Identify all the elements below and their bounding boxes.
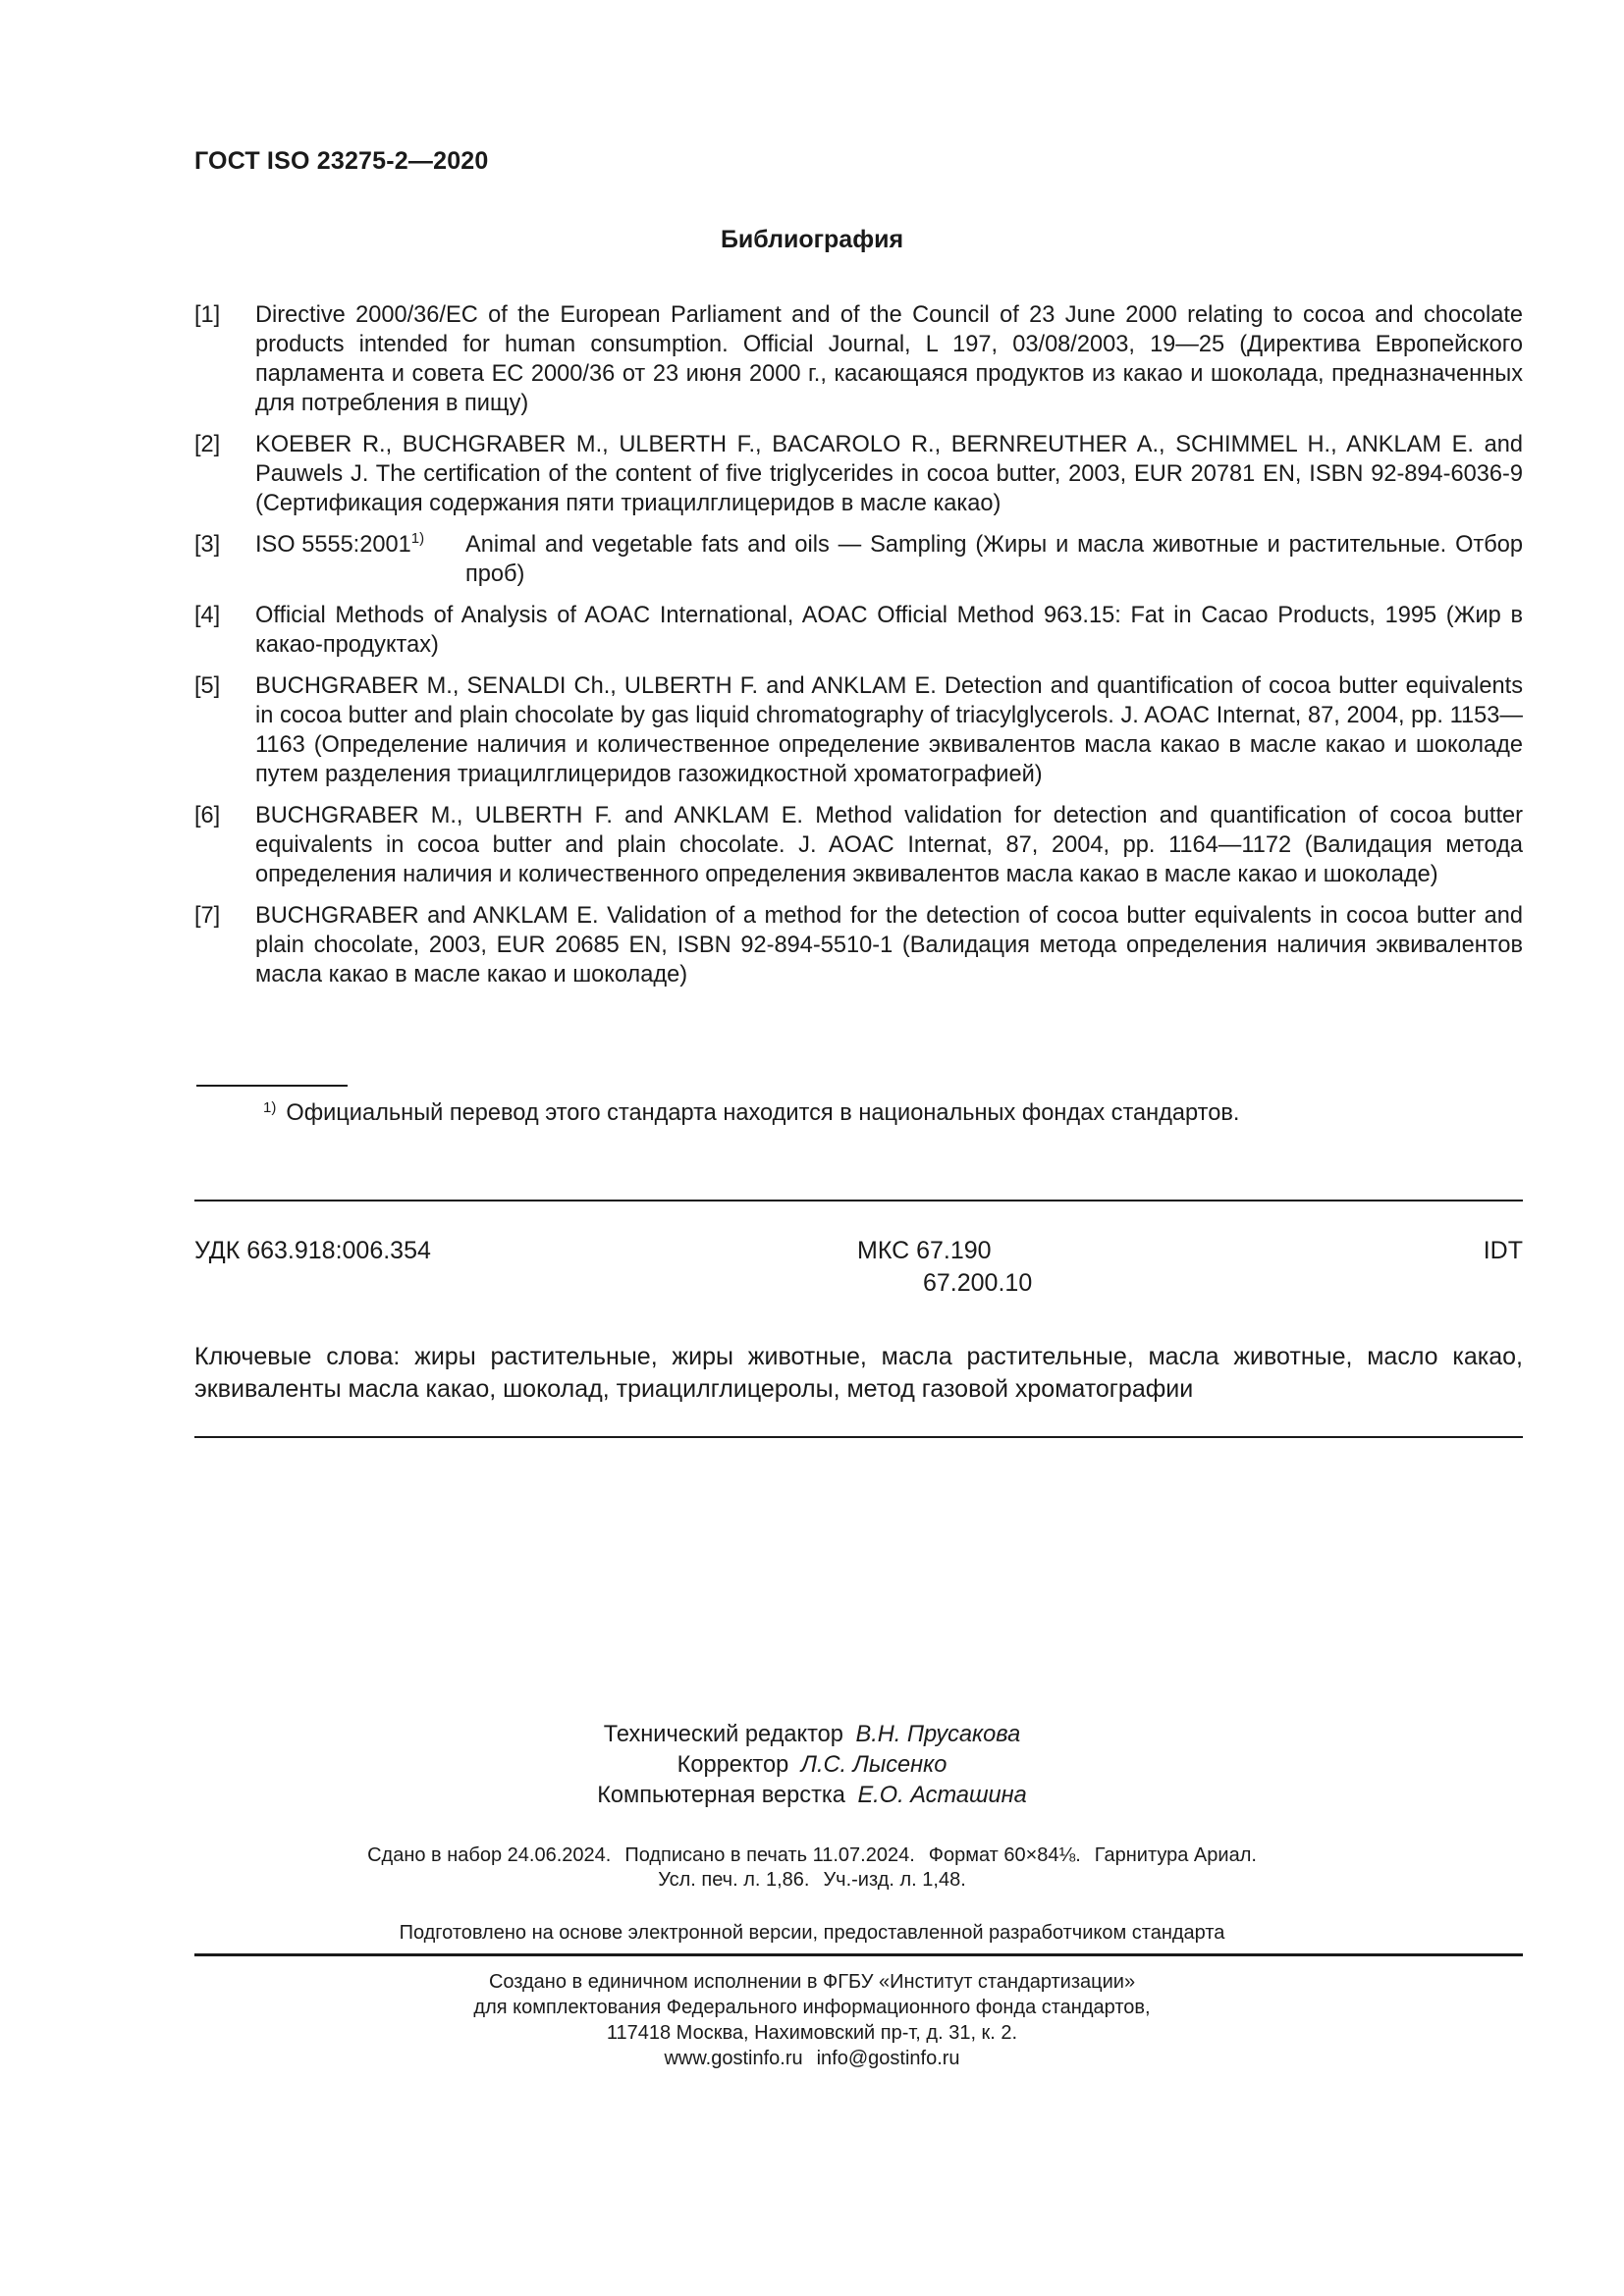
iso-reference bbox=[255, 530, 465, 589]
entry-number: [2] bbox=[194, 432, 221, 457]
printer-line-2: для комплектования Федерального информационного фонда стандартов, bbox=[473, 1997, 1151, 2018]
footnote-text: Официальный перевод этого стандарта находится в национальных фондах стандартов. bbox=[286, 1100, 1240, 1126]
idt-label: IDT bbox=[1483, 1237, 1523, 1264]
bibliography-entry bbox=[194, 430, 1523, 518]
submitted-date: Сдано в набор 24.06.2024. bbox=[367, 1844, 612, 1866]
entry-text: BUCHGRABER and ANKLAM E. Validation of a method for the detection of cocoa butter equivalents in cocoa butter and plain chocolate, 2003, EUR 20685 EN, ISBN 92-894-5510-1 (Валидация метода определения наличия эквивалентов масла какао в масле какао и шоколаде) bbox=[255, 903, 1523, 988]
publisher-sheets: Уч.-изд. л. 1,48. bbox=[823, 1869, 966, 1891]
divider-bottom bbox=[194, 1953, 1523, 1956]
entry-number: [7] bbox=[194, 903, 221, 929]
footnote bbox=[263, 1094, 1239, 1128]
bibliography-list bbox=[194, 300, 1523, 1001]
mks-codes bbox=[857, 1235, 1032, 1300]
bibliography-entry bbox=[194, 530, 1523, 589]
print-sheets: Усл. печ. л. 1,86. bbox=[658, 1869, 810, 1891]
email-link[interactable]: info@gostinfo.ru bbox=[816, 2048, 960, 2069]
mks-code-primary: МКС 67.190 bbox=[857, 1237, 992, 1264]
credits bbox=[0, 1720, 1624, 1811]
footnote-mark: 1) bbox=[263, 1099, 277, 1116]
entry-iso bbox=[255, 530, 1523, 589]
printer-line-1: Создано в единичном исполнении в ФГБУ «Институт стандартизации» bbox=[488, 1971, 1136, 1993]
credit-layout bbox=[0, 1781, 1624, 1811]
footnote-reference: 1) bbox=[410, 530, 425, 547]
bibliography-entry bbox=[194, 901, 1523, 989]
website-link[interactable]: www.gostinfo.ru bbox=[664, 2048, 803, 2069]
keywords: Ключевые слова: жиры растительные, жиры животные, масла растительные, масла животные, масло какао, эквиваленты масла какао, шоколад, триацилглицеролы, метод газовой хроматографии bbox=[194, 1343, 1523, 1403]
printer-contacts bbox=[0, 2046, 1624, 2071]
prepared-note: Подготовлено на основе электронной версии, предоставленной разработчиком стандарта bbox=[399, 1922, 1225, 1944]
credit-name: Л.С. Лысенко bbox=[800, 1752, 947, 1778]
udk-code: УДК 663.918:006.354 bbox=[194, 1237, 431, 1264]
entry-text: BUCHGRABER M., SENALDI Ch., ULBERTH F. and ANKLAM E. Detection and quantification of cocoa butter equivalents in cocoa butter and plain chocolate by gas liquid chromatography of triacylglycerols. J. AOAC Internat, 87, 2004, pp. 1153—1163 (Определение наличия и количественное определение эквивалентов масла какао в масле какао и шоколаде путем разделения триацилглицеридов газожидкостной хроматографией) bbox=[255, 673, 1523, 787]
entry-text: KOEBER R., BUCHGRABER M., ULBERTH F., BACAROLO R., BERNREUTHER A., SCHIMMEL H., ANKLAM E. and Pauwels J. The certification of the content of five triglycerides in cocoa butter, 2003, EUR 20781 EN, ISBN 92-894-6036-9 (Сертификация содержания пяти триацилглицеридов в масле какао) bbox=[255, 432, 1523, 516]
credit-corrector bbox=[0, 1750, 1624, 1781]
entry-number: [5] bbox=[194, 673, 221, 699]
iso-number: ISO 5555:2001 bbox=[255, 532, 411, 558]
entry-number: [4] bbox=[194, 603, 221, 628]
credit-role: Корректор bbox=[677, 1752, 789, 1778]
credit-role: Компьютерная верстка bbox=[597, 1783, 845, 1808]
credit-name: В.Н. Прусакова bbox=[855, 1722, 1021, 1747]
bibliography-entry bbox=[194, 801, 1523, 889]
credit-role: Технический редактор bbox=[603, 1722, 843, 1747]
footnote-divider bbox=[196, 1085, 348, 1087]
entry-number: [6] bbox=[194, 803, 221, 828]
entry-text: BUCHGRABER M., ULBERTH F. and ANKLAM E. Method validation for detection and quantification of cocoa butter equivalents in cocoa butter and plain chocolate. J. AOAC Internat, 87, 2004, pp. 1164—1172 (Валидация метода определения наличия и количественного определения эквивалентов масла какао в масле какао и шоколаде) bbox=[255, 803, 1523, 887]
entry-text: Animal and vegetable fats and oils — Sampling (Жиры и масла животные и растительные. Отбор проб) bbox=[465, 532, 1523, 587]
entry-text: Directive 2000/36/EC of the European Parliament and of the Council of 23 June 2000 relating to cocoa and chocolate products intended for human consumption. Official Journal, L 197, 03/08/2003, 19—25 (Директива Европейского парламента и совета ЕС 2000/36 от 23 июня 2000 г., касающаяся продуктов из какао и шоколада, предназначенных для потребления в пищу) bbox=[255, 302, 1523, 416]
printer-address: 117418 Москва, Нахимовский пр-т, д. 31, к. 2. bbox=[606, 2022, 1018, 2044]
printer-info bbox=[0, 1969, 1624, 2071]
publication-line-2 bbox=[0, 1868, 1624, 1893]
section-title: Библиография bbox=[720, 226, 904, 253]
credit-tech-editor bbox=[0, 1720, 1624, 1750]
publication-line-1 bbox=[0, 1843, 1624, 1868]
entry-number: [3] bbox=[194, 532, 221, 558]
entry-number: [1] bbox=[194, 302, 221, 328]
bibliography-entry bbox=[194, 601, 1523, 660]
bibliography-entry bbox=[194, 671, 1523, 789]
mks-code-secondary: 67.200.10 bbox=[923, 1269, 1033, 1297]
divider-keywords bbox=[194, 1436, 1523, 1438]
publication-info bbox=[0, 1843, 1624, 1893]
typeface: Гарнитура Ариал. bbox=[1094, 1844, 1257, 1866]
credit-name: Е.О. Асташина bbox=[857, 1783, 1027, 1808]
entry-text: Official Methods of Analysis of AOAC International, AOAC Official Method 963.15: Fat in Cacao Products, 1995 (Жир в какао-продуктах) bbox=[255, 603, 1523, 658]
signed-date: Подписано в печать 11.07.2024. bbox=[624, 1844, 915, 1866]
paper-format: Формат 60×84⅛. bbox=[928, 1844, 1081, 1866]
divider-top bbox=[194, 1200, 1523, 1201]
bibliography-entry bbox=[194, 300, 1523, 418]
page-header: ГОСТ ISO 23275-2—2020 bbox=[194, 147, 489, 175]
